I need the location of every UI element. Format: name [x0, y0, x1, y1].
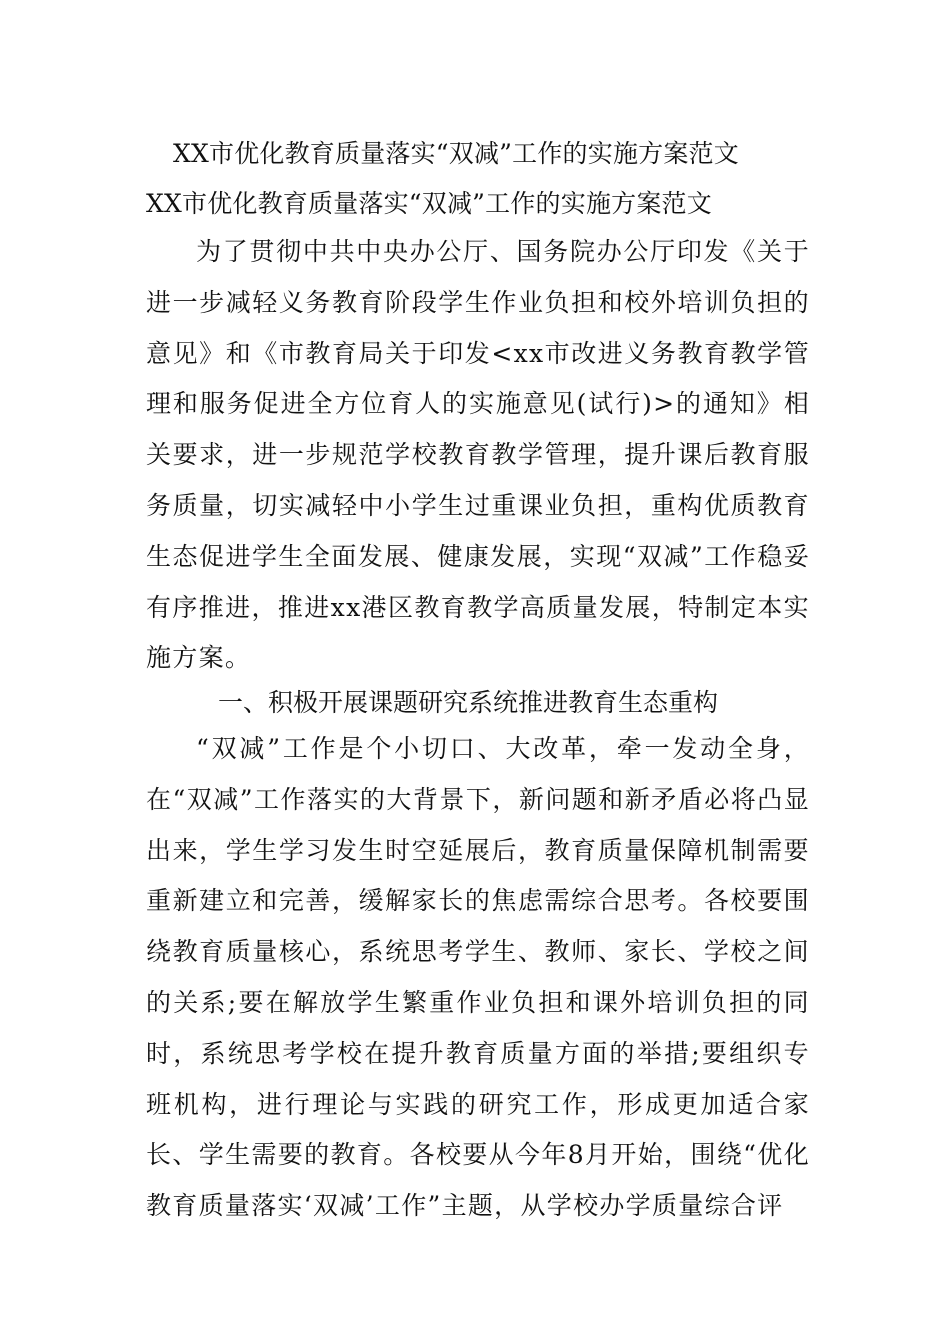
intro-block: [146, 227, 810, 684]
section-body: [146, 724, 810, 1232]
document-title: XX市优化教育质量落实“双减”工作的实施方案范文: [173, 139, 739, 168]
section-paragraph: “双减”工作是个小切口、大改革，牵一发动全身，在“双减”工作落实的大背景下，新问题和新矛盾必将凸显出来，学生学习发生时空延展后，教育质量保障机制需要重新建立和完善，缓解家长的焦虑需综合思考。各校要围绕教育质量核心，系统思考学生、教师、家长、学校之间的关系;要在解放学生繁重作业负担和课外培训负担的同时，系统思考学校在提升教育质量方面的举措;要组织专班机构，进行理论与实践的研究工作，形成更加适合家长、学生需要的教育。各校要从今年8月开始，围绕“优化教育质量落实‘双减’工作”主题，从学校办学质量综合评: [146, 734, 810, 1221]
document-title-repeat: XX市优化教育质量落实“双减”工作的实施方案范文: [146, 189, 712, 218]
intro-paragraph: 为了贯彻中共中央办公厅、国务院办公厅印发《关于进一步减轻义务教育阶段学生作业负担和校外培训负担的意见》和《市教育局关于印发<xx市改进义务教育教学管理和服务促进全方位育人的实施意见(试行)>的通知》相关要求，进一步规范学校教育教学管理，提升课后教育服务质量，切实减轻中小学生过重课业负担，重构优质教育生态促进学生全面发展、健康发展，实现“双减”工作稳妥有序推进，推进xx港区教育教学高质量发展，特制定本实施方案。: [146, 237, 810, 673]
section-heading: 一、积极开展课题研究系统推进教育生态重构: [218, 688, 719, 717]
